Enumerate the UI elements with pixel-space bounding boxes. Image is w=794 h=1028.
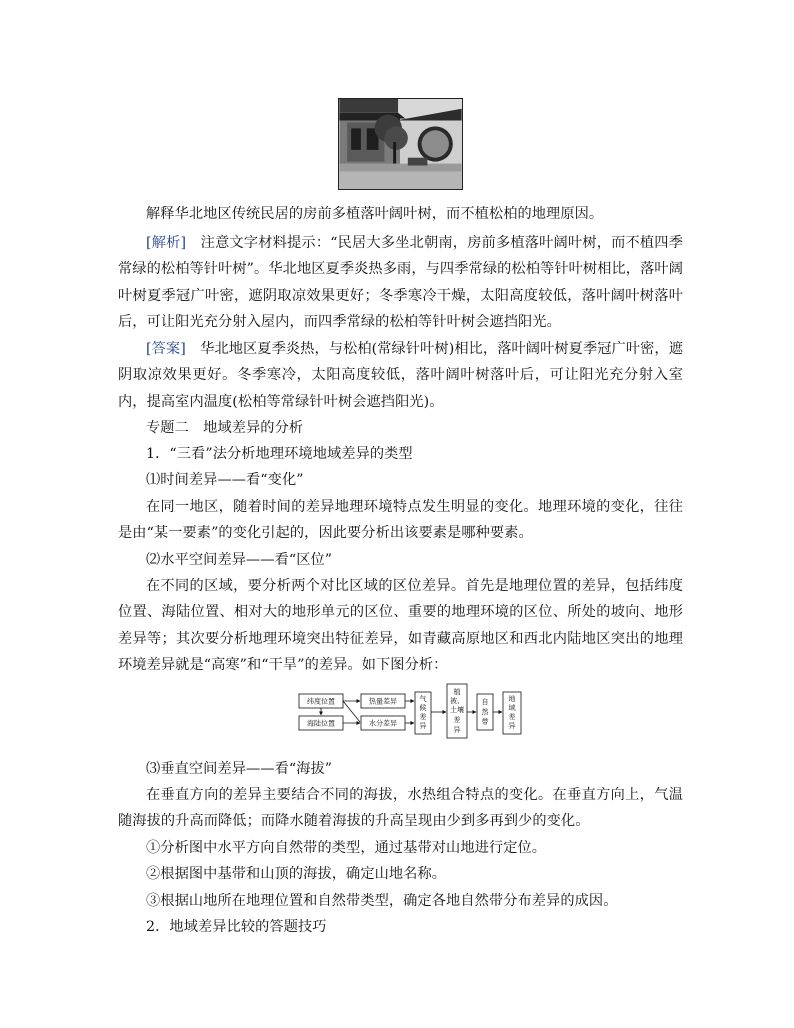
flow-region-2: 域 [508, 704, 516, 712]
flow-natural-2: 然 [481, 708, 489, 716]
analysis-paragraph [118, 230, 683, 335]
flow-veg-2: 被、 [450, 697, 464, 705]
step-2: ②根据图中基带和山顶的海拔，确定山地名称。 [146, 866, 447, 882]
analysis-tag: [解析] [146, 235, 187, 251]
courtyard-photo [338, 98, 463, 190]
region-difference-flowchart [295, 682, 535, 740]
flow-lat-label: 纬度位置 [307, 697, 335, 706]
section1-title: 1．“三看”法分析地理环境地域差异的类型 [146, 446, 413, 462]
answer-paragraph [118, 336, 683, 415]
flow-region-1: 地 [508, 695, 516, 703]
flow-veg-1: 植 [453, 688, 461, 696]
section1-1-text: 在同一地区，随着时间的差异地理环境特点发生明显的变化。地理环境的变化，往往是由“某一要素”的变化引起的，因此要分析出该要素是哪种要素。 [118, 499, 683, 542]
section1-3-title: ⑶垂直空间差异——看“海拔” [146, 761, 333, 777]
flow-water-label: 水分差异 [369, 719, 397, 728]
topic2-title: 专题二 地域差异的分析 [146, 420, 304, 436]
courtyard-photo-image [339, 99, 462, 189]
section1-2-title: ⑵水平空间差异——看“区位” [146, 552, 333, 568]
flow-region-4: 异 [508, 722, 516, 730]
flow-climate-4: 异 [419, 722, 427, 730]
analysis-text: 注意文字材料提示：“民居大多坐北朝南，房前多植落叶阔叶树，而不植四季常绿的松柏等针叶树”。华北地区夏季炎热多雨，与四季常绿的松柏等针叶树相比，落叶阔叶树夏季冠广叶密，遮阴取凉效果更好；冬季寒冷干燥，太阳高度较低，落叶阔叶树落叶后，可让阳光充分射入屋内，而四季常绿的松柏等针叶树会遮挡阳光。 [118, 235, 683, 330]
flow-natural-1: 自 [481, 698, 489, 706]
flow-natural-3: 带 [481, 718, 489, 726]
question-text: 解释华北地区传统民居的房前多植落叶阔叶树，而不植松柏的地理原因。 [146, 206, 604, 222]
flow-region-3: 差 [508, 713, 516, 721]
step-3: ③根据山地所在地理位置和自然带类型，确定各地自然带分布差异的成因。 [146, 893, 618, 909]
step-1: ①分析图中水平方向自然带的类型，通过基带对山地进行定位。 [146, 840, 547, 856]
section1-1-title: ⑴时间差异——看“变化” [146, 472, 304, 488]
section1-2-text: 在不同的区域，要分析两个对比区域的区位差异。首先是地理位置的差异，包括纬度位置、海陆位置、相对大的地形单元的区位、重要的地理环境的区位、所处的坡向、地形差异等；其次要分析地理环境突出特征差异，如青藏高原地区和西北内陆地区突出的地理环境差异就是“高寒”和“干旱”的差异。如下图分析： [118, 578, 683, 673]
flow-climate-3: 差 [419, 713, 427, 721]
flow-climate-1: 气 [419, 695, 427, 703]
answer-text: 华北地区夏季炎热，与松柏(常绿针叶树)相比，落叶阔叶树夏季冠广叶密，遮阴取凉效果更好。冬季寒冷，太阳高度较低，落叶阔叶树落叶后，可让阳光充分射入室内，提高室内温度(松柏等常绿针叶树会遮挡阳光)。 [118, 341, 683, 410]
flow-sea-label: 海陆位置 [307, 719, 335, 728]
flow-climate-2: 候 [419, 704, 427, 712]
flow-veg-3: 土壤 [450, 706, 464, 714]
section1-3-text: 在垂直方向的差异主要结合不同的海拔，水热组合特点的变化。在垂直方向上，气温随海拔的升高而降低；而降水随着海拔的升高呈现由少到多再到少的变化。 [118, 787, 683, 830]
section2-title: 2．地域差异比较的答题技巧 [146, 919, 327, 935]
flow-veg-4: 差 [453, 716, 461, 724]
flow-heat-label: 热量差异 [369, 697, 397, 706]
answer-tag: [答案] [146, 341, 186, 357]
flow-veg-5: 异 [453, 726, 461, 734]
